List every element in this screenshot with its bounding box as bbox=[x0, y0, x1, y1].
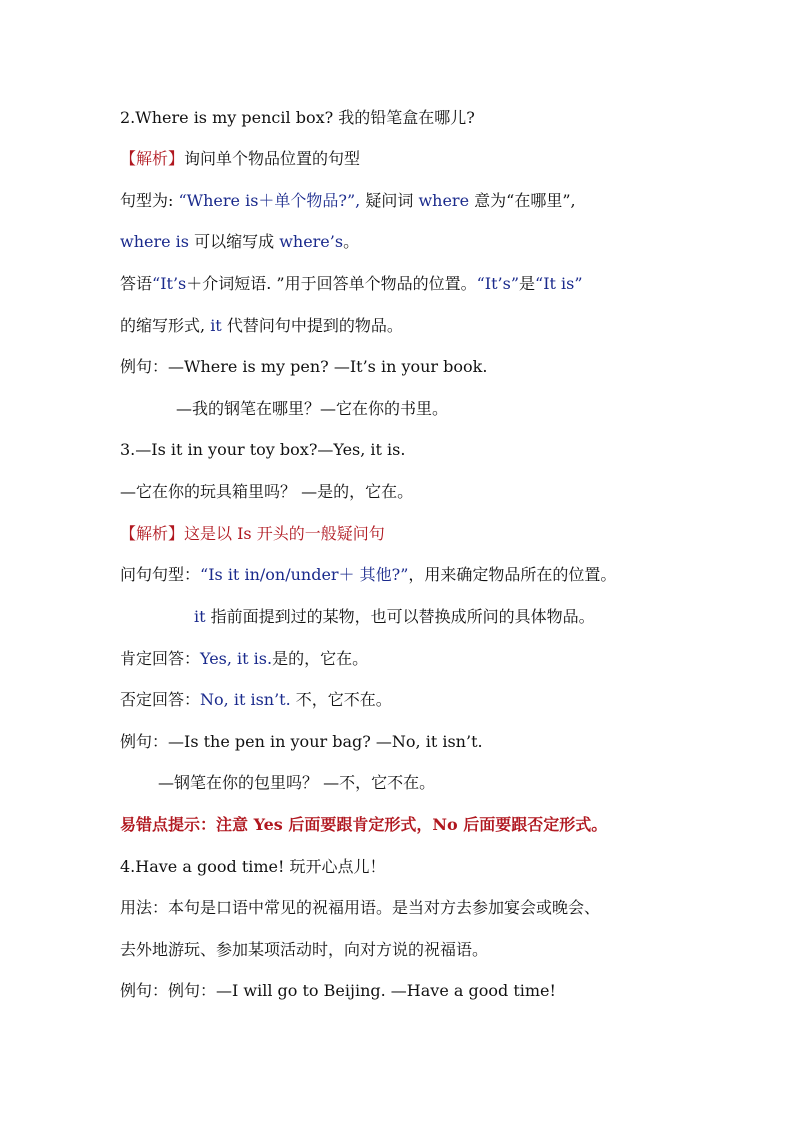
item2-title: 2.Where is my pencil box? 我的铅笔盒在哪儿? bbox=[120, 108, 475, 127]
item3-it-note bbox=[194, 605, 754, 629]
pattern-tail: 意为“在哪里”, bbox=[469, 191, 576, 210]
analysis-tag: 【解析】 bbox=[120, 524, 185, 543]
item4-title: 4.Have a good time! 玩开心点儿！ bbox=[120, 857, 386, 876]
item2-pattern bbox=[120, 189, 754, 213]
abbrev-term: where’s bbox=[279, 232, 344, 251]
analysis-text: 这是以 Is 开头的一般疑问句 bbox=[184, 524, 385, 543]
answer-text: 代替问句中提到的物品。 bbox=[221, 316, 403, 335]
answer-term: “It’s” bbox=[476, 274, 520, 293]
yes-cn: 是的，它在。 bbox=[272, 649, 369, 668]
no-cn: 不，它不在。 bbox=[290, 690, 392, 709]
item2-analysis bbox=[120, 147, 754, 171]
item2-example: 例句：—Where is my pen? —It’s in your book. bbox=[120, 357, 488, 376]
pattern-text: “Where is＋单个物品?”, bbox=[178, 191, 366, 210]
pattern-text: “Is it in/on/under＋ 其他?” bbox=[200, 565, 409, 584]
analysis-tag: 【解析】 bbox=[120, 149, 185, 168]
abbrev-mid: 可以缩写成 bbox=[189, 232, 280, 251]
item3-example-cn: —钢笔在你的包里吗？ —不，它不在。 bbox=[158, 773, 436, 792]
item2-answer-line2 bbox=[120, 314, 754, 338]
answer-text: 是 bbox=[519, 274, 536, 293]
answer-text: 答语 bbox=[120, 274, 153, 293]
it-term: it bbox=[194, 607, 206, 626]
item4-usage: 用法：本句是口语中常见的祝福用语。是当对方去参加宴会或晚会、 bbox=[120, 898, 601, 917]
answer-text: ＋介词短语. ”用于回答单个物品的位置。 bbox=[186, 274, 477, 293]
answer-term: it bbox=[210, 316, 222, 335]
answer-text: 的缩写形式, bbox=[120, 316, 211, 335]
item3-pattern bbox=[120, 563, 754, 587]
yes-answer: Yes, it is. bbox=[200, 649, 273, 668]
item3-title-cn: —它在你的玩具箱里吗？ —是的，它在。 bbox=[120, 482, 414, 501]
item3-tip: 易错点提示：注意 Yes 后面要跟肯定形式，No 后面要跟否定形式。 bbox=[120, 815, 608, 834]
answer-term: “It is” bbox=[535, 274, 583, 293]
item3-yes bbox=[120, 647, 754, 671]
pattern-label: 问句句型： bbox=[120, 565, 201, 584]
pattern-tail: 疑问词 bbox=[365, 191, 419, 210]
item3-analysis bbox=[120, 522, 754, 546]
pattern-where: where bbox=[418, 191, 470, 210]
abbrev-end: 。 bbox=[343, 232, 360, 251]
abbrev-term: where is bbox=[120, 232, 189, 251]
item3-no bbox=[120, 688, 754, 712]
answer-term: “It’s bbox=[152, 274, 187, 293]
pattern-tail: ，用来确定物品所在的位置。 bbox=[408, 565, 617, 584]
item4-usage-2: 去外地游玩、参加某项活动时，向对方说的祝福语。 bbox=[120, 940, 489, 959]
item2-answer bbox=[120, 272, 754, 296]
yes-label: 肯定回答： bbox=[120, 649, 201, 668]
no-label: 否定回答： bbox=[120, 690, 201, 709]
it-text: 指前面提到过的某物，也可以替换成所问的具体物品。 bbox=[205, 607, 595, 626]
no-answer: No, it isn’t. bbox=[200, 690, 291, 709]
item3-title: 3.—Is it in your toy box?—Yes, it is. bbox=[120, 440, 406, 459]
item3-example: 例句：—Is the pen in your bag? —No, it isn’t. bbox=[120, 732, 483, 751]
analysis-text: 询问单个物品位置的句型 bbox=[184, 149, 361, 168]
item2-abbrev bbox=[120, 230, 754, 254]
pattern-label: 句型为: bbox=[120, 191, 179, 210]
item4-example: 例句：例句：—I will go to Beijing. —Have a good time! bbox=[120, 981, 556, 1000]
item2-example-cn: —我的钢笔在哪里？—它在你的书里。 bbox=[176, 399, 449, 418]
